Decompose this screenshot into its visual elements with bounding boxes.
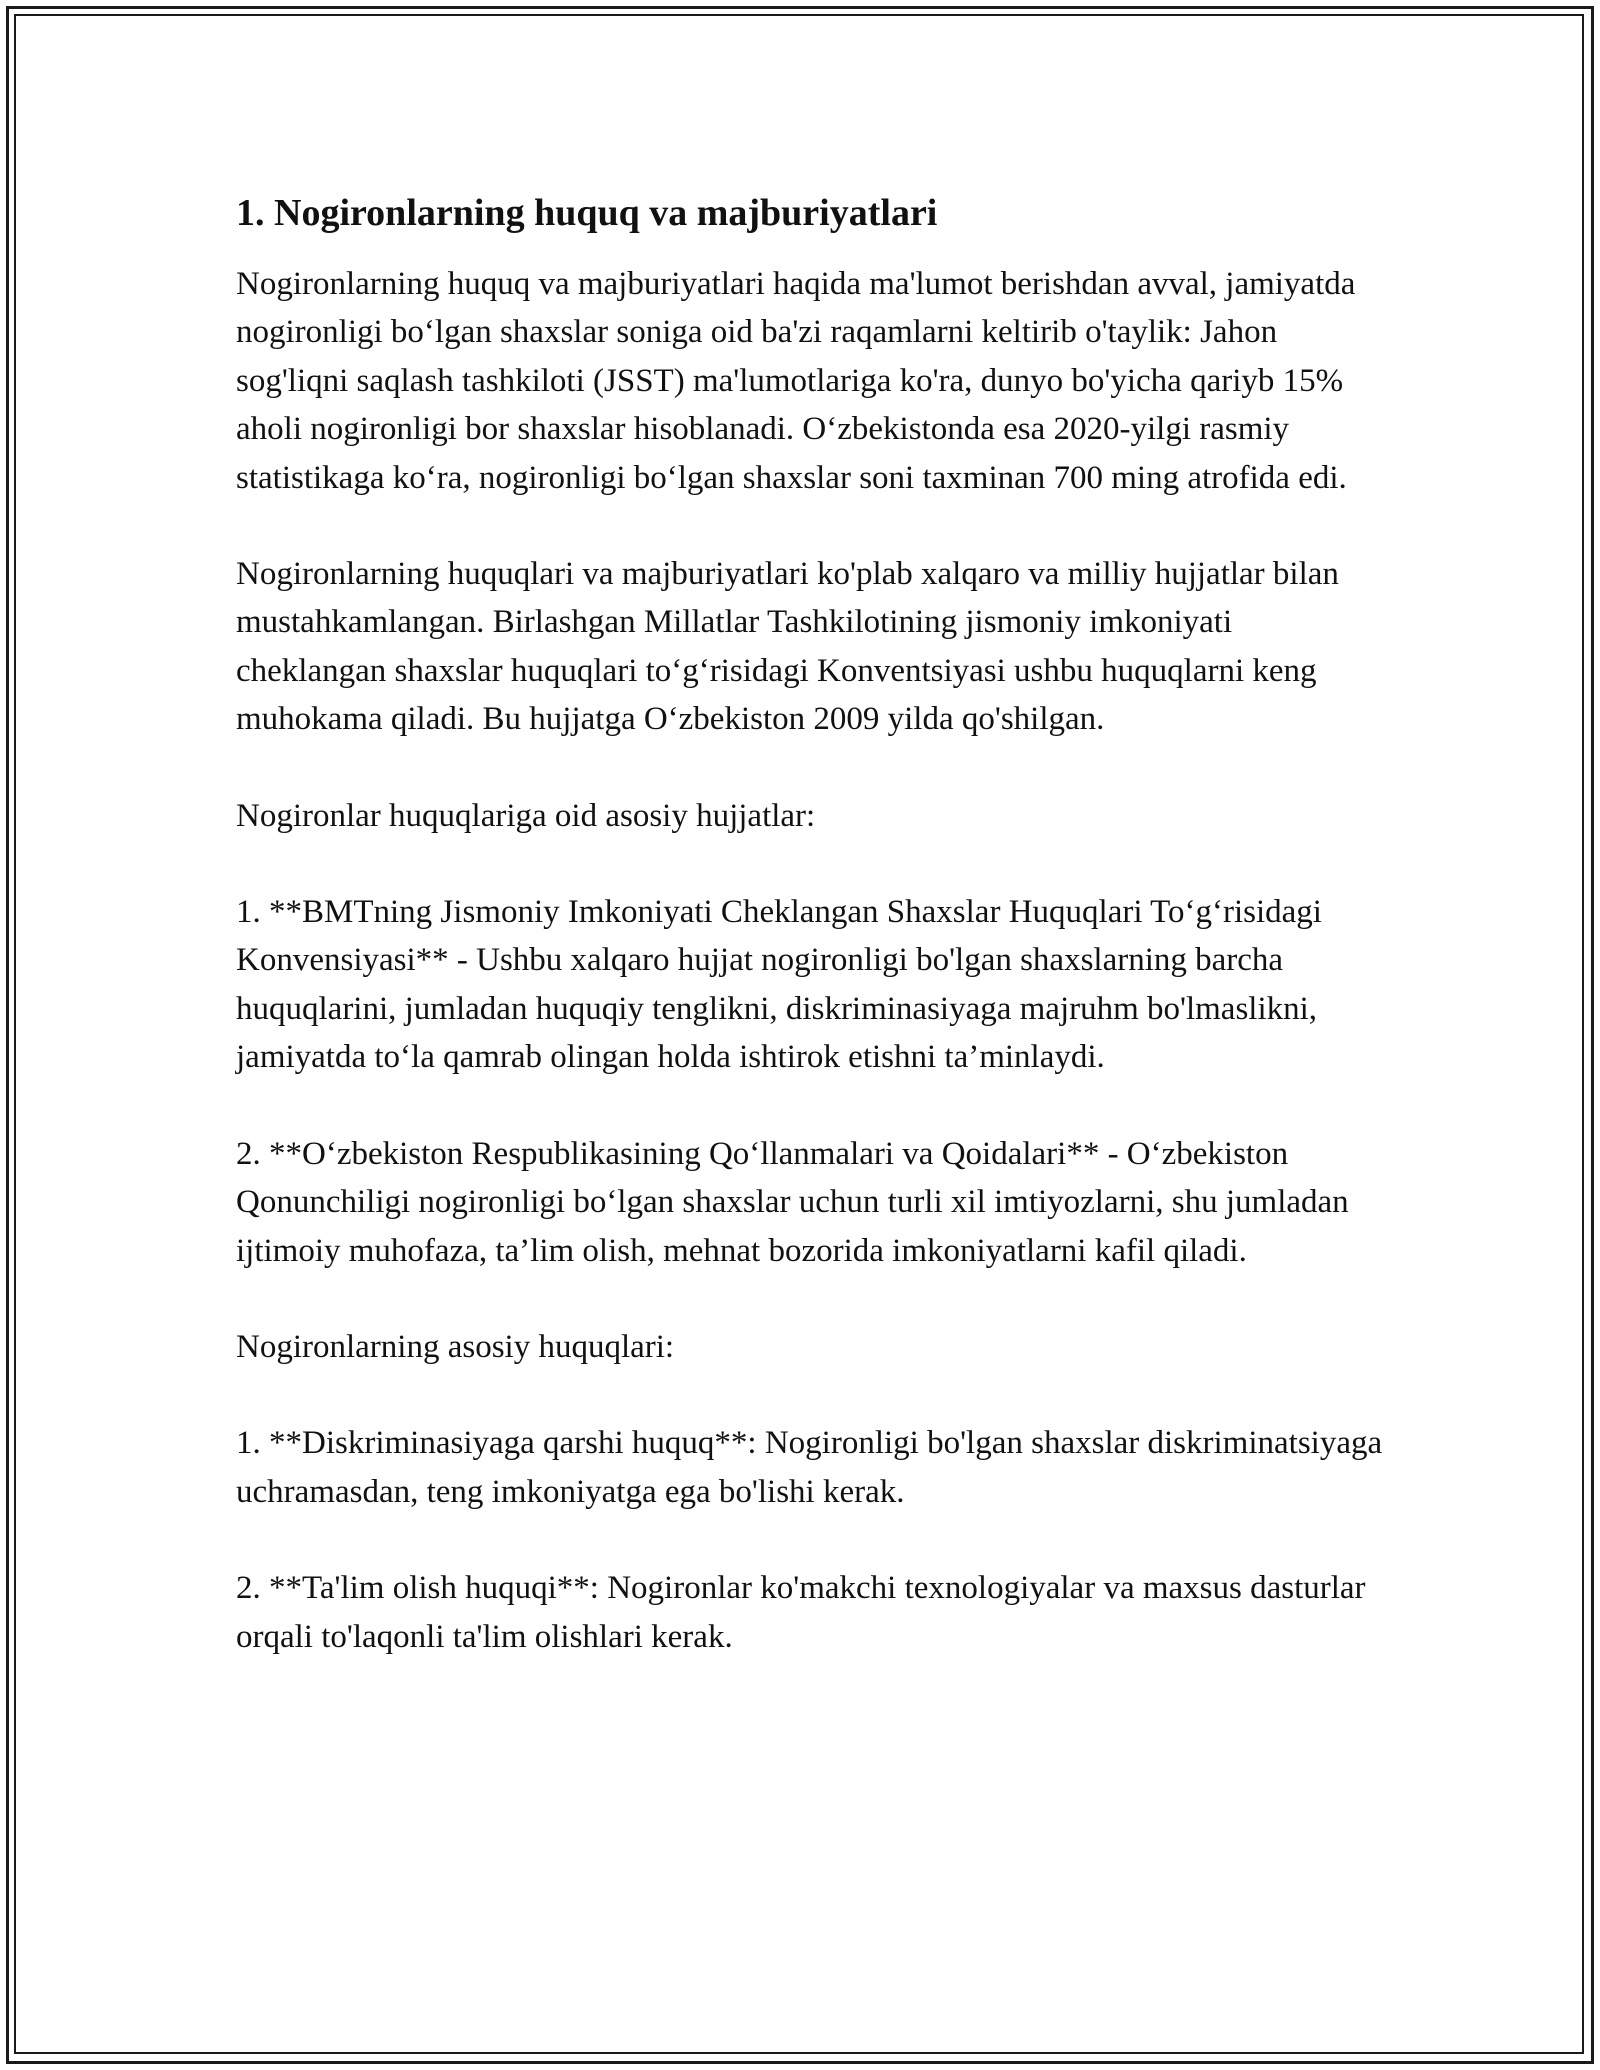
list-item-education-right: 2. **Ta'lim olish huquqi**: Nogironlar ko'makchi texnologiyalar va maxsus dasturlar orqali to'laqonli ta'lim olishlari kerak. [236,1570,1366,1655]
document-body [236,188,1386,1709]
paragraph-rights-heading: Nogironlarning asosiy huquqlari: [236,1328,675,1365]
list-item-uzbek-regulations: 2. **O‘zbekiston Respublikasining Qo‘llanmalari va Qoidalari** - O‘zbekiston Qonunchiligi nogironligi bo‘lgan shaxslar uchun turli xil imtiyozlarni, shu jumladan ijtimoiy muhofaza, ta’lim olish, mehnat bozorida imkoniyatlarni kafil qiladi. [236,1135,1349,1269]
paragraph-statistics: Nogironlarning huquq va majburiyatlari haqida ma'lumot berishdan avval, jamiyatda nogironligi bo‘lgan shaxslar soniga oid ba'zi raqamlarni keltirib o'taylik: Jahon sog'liqni saqlash tashkiloti (JSST) ma'lumotlariga ko'ra, dunyo bo'yicha qariyb 15% aholi nogironligi bor shaxslar hisoblanadi. O‘zbekistonda esa 2020-yilgi rasmiy statistikaga ko‘ra, nogironligi bo‘lgan shaxslar soni taxminan 700 ming atrofida edi. [236,266,1356,496]
paragraph-legal-basis: Nogironlarning huquqlari va majburiyatlari ko'plab xalqaro va milliy hujjatlar bilan mustahkamlangan. Birlashgan Millatlar Tashkilotining jismoniy imkoniyati cheklangan shaxslar huquqlari to‘g‘risidagi Konventsiyasi ushbu huquqlarni keng muhokama qiladi. Bu hujjatga O‘zbekiston 2009 yilda qo'shilgan. [236,556,1339,738]
section-title: 1. Nogironlarning huquq va majburiyatlari [236,192,938,234]
list-item-un-convention: 1. **BMTning Jismoniy Imkoniyati Cheklangan Shaxslar Huquqlari To‘g‘risidagi Konvensiyasi** - Ushbu xalqaro hujjat nogironligi bo'lgan shaxslarning barcha huquqlarini, jumladan huquqiy tenglikni, diskriminasiyaga majruhm bo'lmaslikni, jamiyatda to‘la qamrab olingan holda ishtirok etishni ta’minlaydi. [236,894,1322,1076]
list-item-non-discrimination: 1. **Diskriminasiyaga qarshi huquq**: Nogironligi bo'lgan shaxslar diskriminatsiyaga uchramasdan, teng imkoniyatga ega bo'lishi kerak. [236,1425,1383,1510]
paragraph-documents-heading: Nogironlar huquqlariga oid asosiy hujjatlar: [236,797,816,834]
